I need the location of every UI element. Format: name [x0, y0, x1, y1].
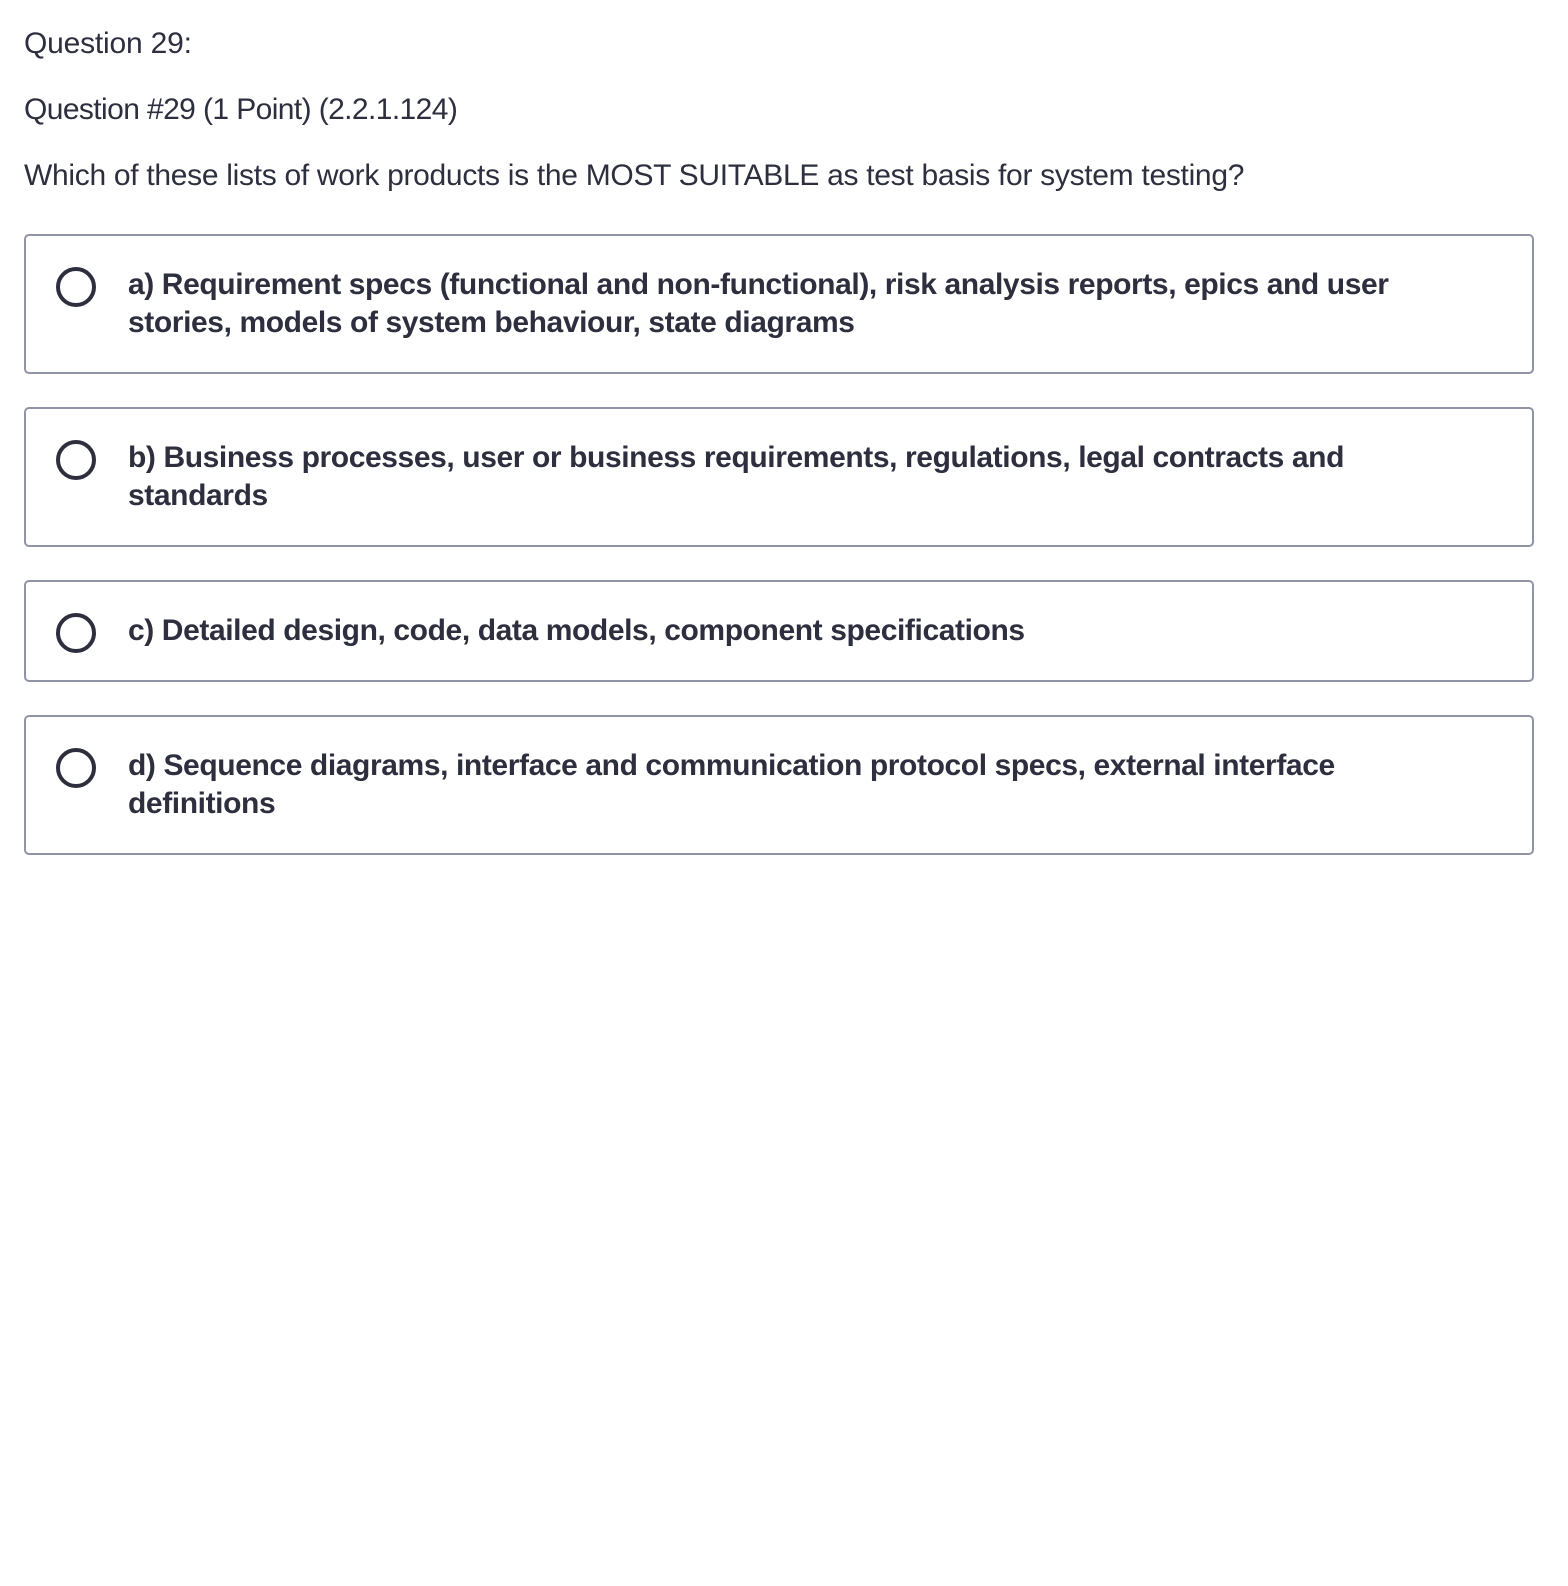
answer-option-label: c) Detailed design, code, data models, component specifications	[128, 614, 1025, 647]
radio-unchecked-icon[interactable]	[56, 267, 96, 307]
question-prompt: Which of these lists of work products is the MOST SUITABLE as test basis for system testing?	[24, 159, 1245, 192]
answer-option-label: a) Requirement specs (functional and non-functional), risk analysis reports, epics and user stories, models of system behaviour, state diagrams	[128, 268, 1389, 339]
answer-option-d[interactable]	[24, 715, 1534, 855]
answer-option-label: b) Business processes, user or business requirements, regulations, legal contracts and standards	[128, 441, 1345, 512]
question-subtitle: Question #29 (1 Point) (2.2.1.124)	[24, 93, 458, 126]
answer-option-b[interactable]	[24, 407, 1534, 547]
answer-options-list	[24, 234, 1534, 888]
question-number-heading: Question 29:	[24, 27, 192, 60]
answer-option-c[interactable]	[24, 580, 1534, 682]
radio-unchecked-icon[interactable]	[56, 440, 96, 480]
answer-option-label: d) Sequence diagrams, interface and communication protocol specs, external interface definitions	[128, 749, 1335, 820]
radio-unchecked-icon[interactable]	[56, 613, 96, 653]
radio-unchecked-icon[interactable]	[56, 748, 96, 788]
answer-option-a[interactable]	[24, 234, 1534, 374]
